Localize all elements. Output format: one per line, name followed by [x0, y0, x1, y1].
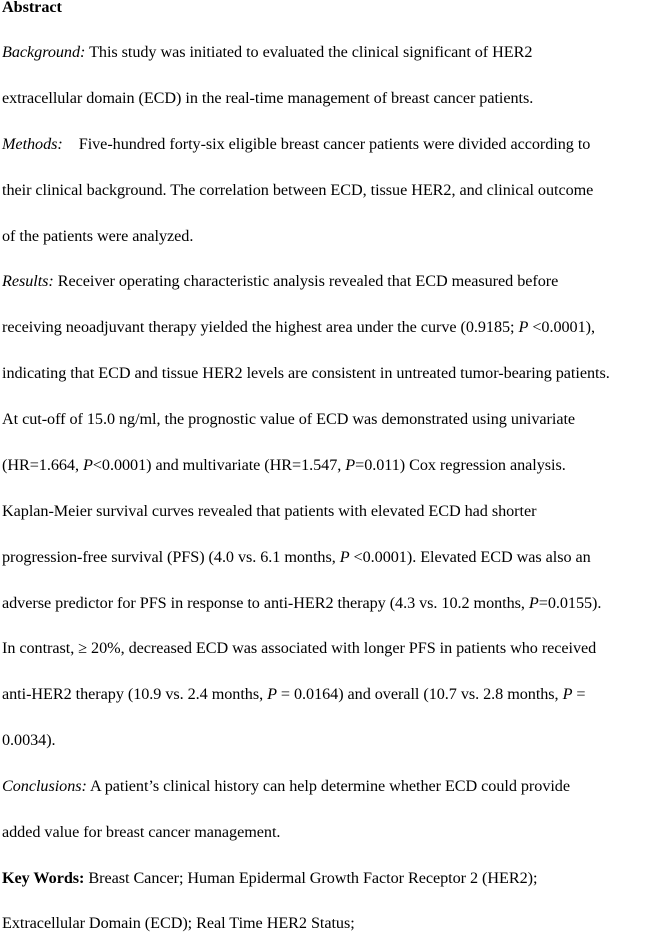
results-text-7a: progression-free survival (PFS) (4.0 vs. 6.1 months,: [2, 548, 340, 566]
p-symbol: P: [339, 548, 350, 566]
background-text-1: This study was initiated to evaluated the clinical significant of HER2: [85, 43, 533, 61]
p-symbol: P: [562, 685, 573, 703]
background-line-1: [2, 42, 532, 62]
p-symbol: P: [82, 456, 93, 474]
results-line-8: [2, 593, 601, 613]
methods-text-1: Five-hundred forty-six eligible breast cancer patients were divided according to: [62, 135, 591, 153]
results-text-2a: receiving neoadjuvant therapy yielded the highest area under the curve (0.9185;: [2, 318, 519, 336]
results-line-9: In contrast, ≥ 20%, decreased ECD was associated with longer PFS in patients who received: [2, 639, 597, 657]
results-text-8a: adverse predictor for PFS in response to anti-HER2 therapy (4.3 vs. 10.2 months,: [2, 594, 529, 612]
results-line-3: indicating that ECD and tissue HER2 levels are consistent in untreated tumor-bearing patients.: [2, 364, 610, 382]
results-text-10c: =: [572, 685, 586, 703]
conclusions-line-1: [2, 776, 570, 796]
results-line-10: [2, 684, 585, 704]
results-line-1: [2, 271, 558, 291]
background-label: Background:: [2, 43, 86, 61]
results-label: Results:: [2, 272, 54, 290]
results-text-5c: =0.011) Cox regression analysis.: [355, 456, 566, 474]
keywords-line-2: Extracellular Domain (ECD); Real Time HER2 Status;: [2, 914, 355, 932]
results-text-10a: anti-HER2 therapy (10.9 vs. 2.4 months,: [2, 685, 268, 703]
p-symbol: P: [518, 318, 529, 336]
results-line-6: Kaplan-Meier survival curves revealed that patients with elevated ECD had shorter: [2, 502, 537, 520]
methods-label: Methods:: [2, 135, 63, 153]
abstract-heading: Abstract: [2, 0, 62, 16]
conclusions-line-2: added value for breast cancer management.: [2, 823, 281, 841]
background-line-2: extracellular domain (ECD) in the real-time management of breast cancer patients.: [2, 89, 534, 107]
keywords-label: Key Words:: [2, 869, 85, 887]
conclusions-label: Conclusions:: [2, 777, 87, 795]
p-symbol: P: [267, 685, 277, 703]
results-text-2b: <0.0001),: [528, 318, 595, 336]
results-text-7b: <0.0001). Elevated ECD was also an: [349, 548, 591, 566]
results-line-7: [2, 547, 591, 567]
p-symbol: P: [528, 594, 539, 612]
p-symbol: P: [345, 456, 356, 474]
results-text-8b: =0.0155).: [538, 594, 602, 612]
results-line-4: At cut-off of 15.0 ng/ml, the prognostic value of ECD was demonstrated using univariate: [2, 410, 576, 428]
keywords-line-1: [2, 868, 537, 888]
results-line-2: [2, 317, 595, 337]
methods-line-3: of the patients were analyzed.: [2, 227, 194, 245]
results-line-5: [2, 455, 566, 475]
results-line-11: 0.0034).: [2, 731, 56, 749]
results-text-1: Receiver operating characteristic analysis revealed that ECD measured before: [53, 272, 559, 290]
methods-line-2: their clinical background. The correlation between ECD, tissue HER2, and clinical outcome: [2, 181, 594, 199]
results-text-5a: (HR=1.664,: [2, 456, 83, 474]
keywords-text-1: Breast Cancer; Human Epidermal Growth Factor Receptor 2 (HER2);: [84, 869, 538, 887]
conclusions-text-1: A patient’s clinical history can help determine whether ECD could provide: [86, 777, 570, 795]
results-text-10b: = 0.0164) and overall (10.7 vs. 2.8 months,: [276, 685, 563, 703]
methods-line-1: [2, 134, 590, 154]
results-text-5b: <0.0001) and multivariate (HR=1.547,: [92, 456, 346, 474]
